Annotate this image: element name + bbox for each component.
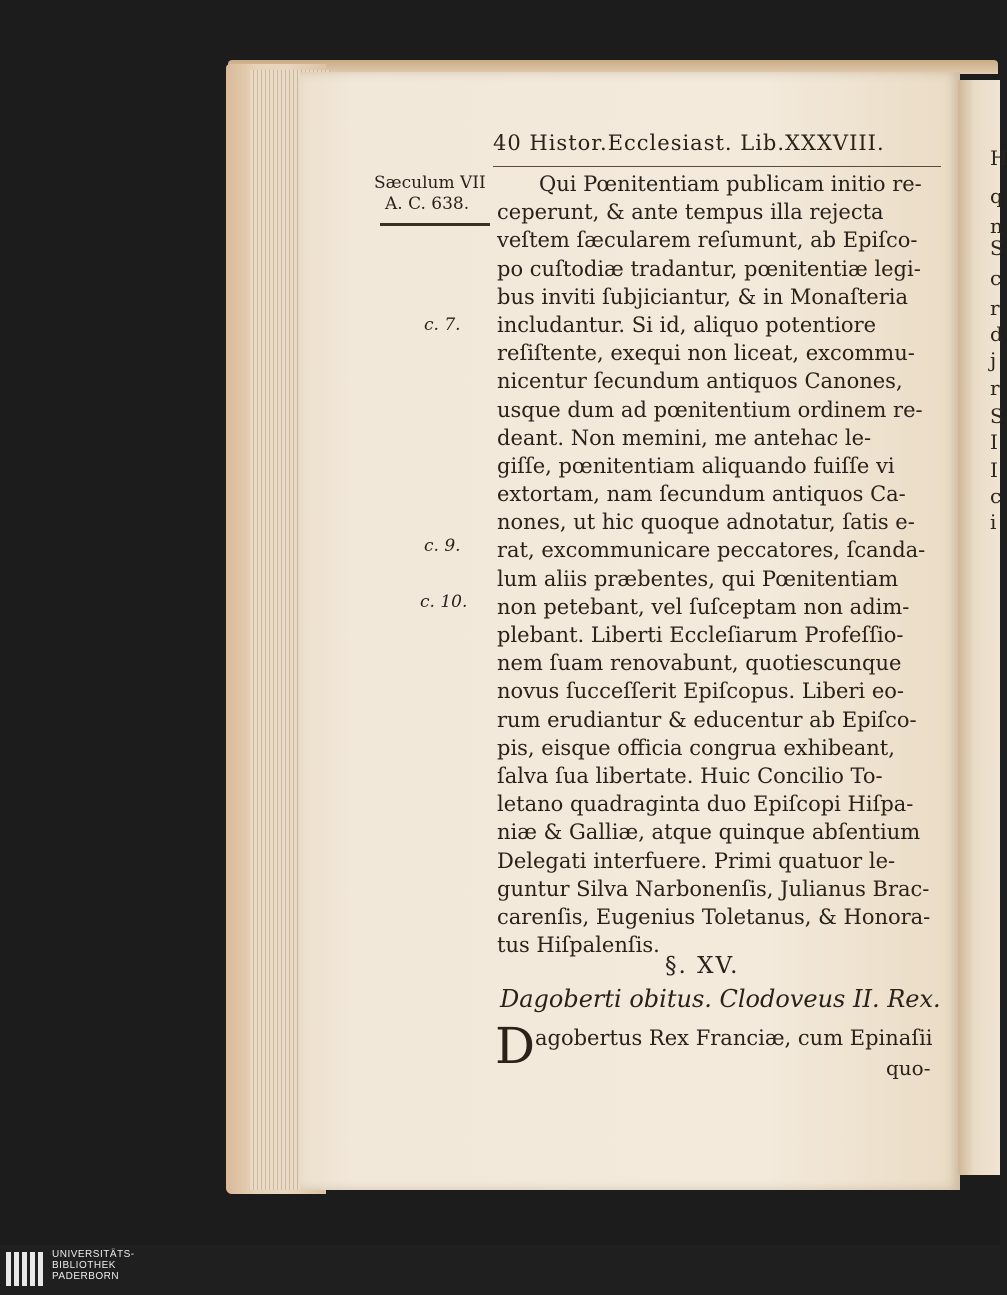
footer-bar: [0, 1245, 1000, 1295]
library-logo-icon: [6, 1252, 44, 1286]
margin-rule: [380, 223, 490, 226]
text-line: carenſis, Eugenius Toletanus, & Honora-: [497, 904, 931, 929]
text-line: deant. Non memini, me antehac le-: [497, 425, 872, 450]
catchword: quo-: [886, 1056, 931, 1080]
text-line: tus Hiſpalenſis.: [497, 933, 660, 958]
chapter-ref-7: c. 7.: [424, 315, 461, 335]
margin-saeculum: Sæculum VII: [374, 173, 486, 193]
text-line: includantur. Si id, aliquo potentiore: [497, 312, 877, 337]
library-name-line1: UNIVERSITÄTS-: [52, 1249, 135, 1260]
facing-page-fragment: r: [990, 296, 1000, 320]
head-rule: [493, 166, 941, 167]
section-title: Dagoberti obitus. Clodoveus II. Rex.: [500, 985, 941, 1013]
library-name-line3: PADERBORN: [52, 1271, 120, 1282]
text-line: nicentur ſecundum antiquos Canones,: [497, 369, 903, 394]
facing-page-fragment: j: [990, 348, 997, 372]
facing-page-fragment: d: [990, 322, 1003, 346]
text-line: bus inviti ſubjiciantur, & in Monaſteria: [497, 284, 908, 309]
section-first-line: agobertus Rex Franciæ, cum Epinaſii: [535, 1026, 933, 1050]
text-line: extortam, nam ſecundum antiquos Ca-: [497, 482, 906, 507]
text-line: reſiſtente, exequi non liceat, excommu-: [497, 341, 915, 366]
text-line: niæ & Galliæ, atque quinque abſentium: [497, 820, 921, 845]
facing-page-fragment: c: [990, 266, 1002, 290]
running-head: 40 Histor.Ecclesiast. Lib.XXXVIII.: [493, 131, 885, 155]
facing-page-fragment: I: [990, 430, 998, 454]
facing-page-fragment: H: [990, 146, 1007, 170]
library-name: [52, 1249, 135, 1282]
drop-capital: D: [495, 1017, 536, 1075]
chapter-ref-10: c. 10.: [420, 592, 468, 612]
text-line: nem ſuam renovabunt, quotiescunque: [497, 651, 902, 676]
margin-year: A. C. 638.: [385, 194, 470, 214]
facing-page-fragment: S: [990, 404, 1004, 428]
body-text: [497, 170, 937, 959]
facing-page-fragment: q: [990, 184, 1003, 208]
text-line: rat, excommunicare peccatores, ſcanda-: [497, 538, 926, 563]
section-number: §. XV.: [665, 953, 740, 979]
text-line: ceperunt, & ante tempus illa rejecta: [497, 200, 884, 225]
text-line: guntur Silva Narbonenſis, Julianus Brac-: [497, 876, 930, 901]
text-line: rum erudiantur & educentur ab Epiſco-: [497, 707, 917, 732]
text-line: nones, ut hic quoque adnotatur, ſatis e-: [497, 510, 915, 535]
facing-page-fragment: r: [990, 376, 1000, 400]
chapter-ref-9: c. 9.: [424, 536, 461, 556]
text-line: Delegati interfuere. Primi quatuor le-: [497, 848, 896, 873]
facing-page-fragment: S: [990, 236, 1004, 260]
text-line: novus ſucceſſerit Epiſcopus. Liberi eo-: [497, 679, 904, 704]
text-line: po cuſtodiæ tradantur, pœnitentiæ legi-: [497, 256, 921, 281]
text-line: plebant. Liberti Eccleſiarum Profeſſio-: [497, 623, 904, 647]
text-line: pis, eisque officia congrua exhibeant,: [497, 735, 895, 760]
facing-page-edge: [958, 80, 1007, 1175]
facing-page-fragment: c: [990, 484, 1002, 508]
facing-page-fragment: n: [990, 214, 1003, 238]
text-line: veſtem ſæcularem reſumunt, ab Epiſco-: [497, 228, 918, 253]
library-name-line2: BIBLIOTHEK: [52, 1260, 116, 1271]
facing-page-fragment: i: [990, 510, 997, 534]
text-line: letano quadraginta duo Epiſcopi Hiſpa-: [497, 792, 914, 817]
text-line: Qui Pœnitentiam publicam initio re-: [539, 172, 922, 196]
text-line: giſſe, pœnitentiam aliquando fuiſſe vi: [497, 453, 895, 478]
facing-page-fragment: I: [990, 458, 998, 482]
text-line: ſalva ſua libertate. Huic Concilio To-: [497, 763, 883, 788]
text-line: usque dum ad pœnitentium ordinem re-: [497, 397, 923, 422]
text-line: lum aliis præbentes, qui Pœnitentiam: [497, 566, 899, 591]
text-line: non petebant, vel ſuſceptam non adim-: [497, 594, 910, 619]
